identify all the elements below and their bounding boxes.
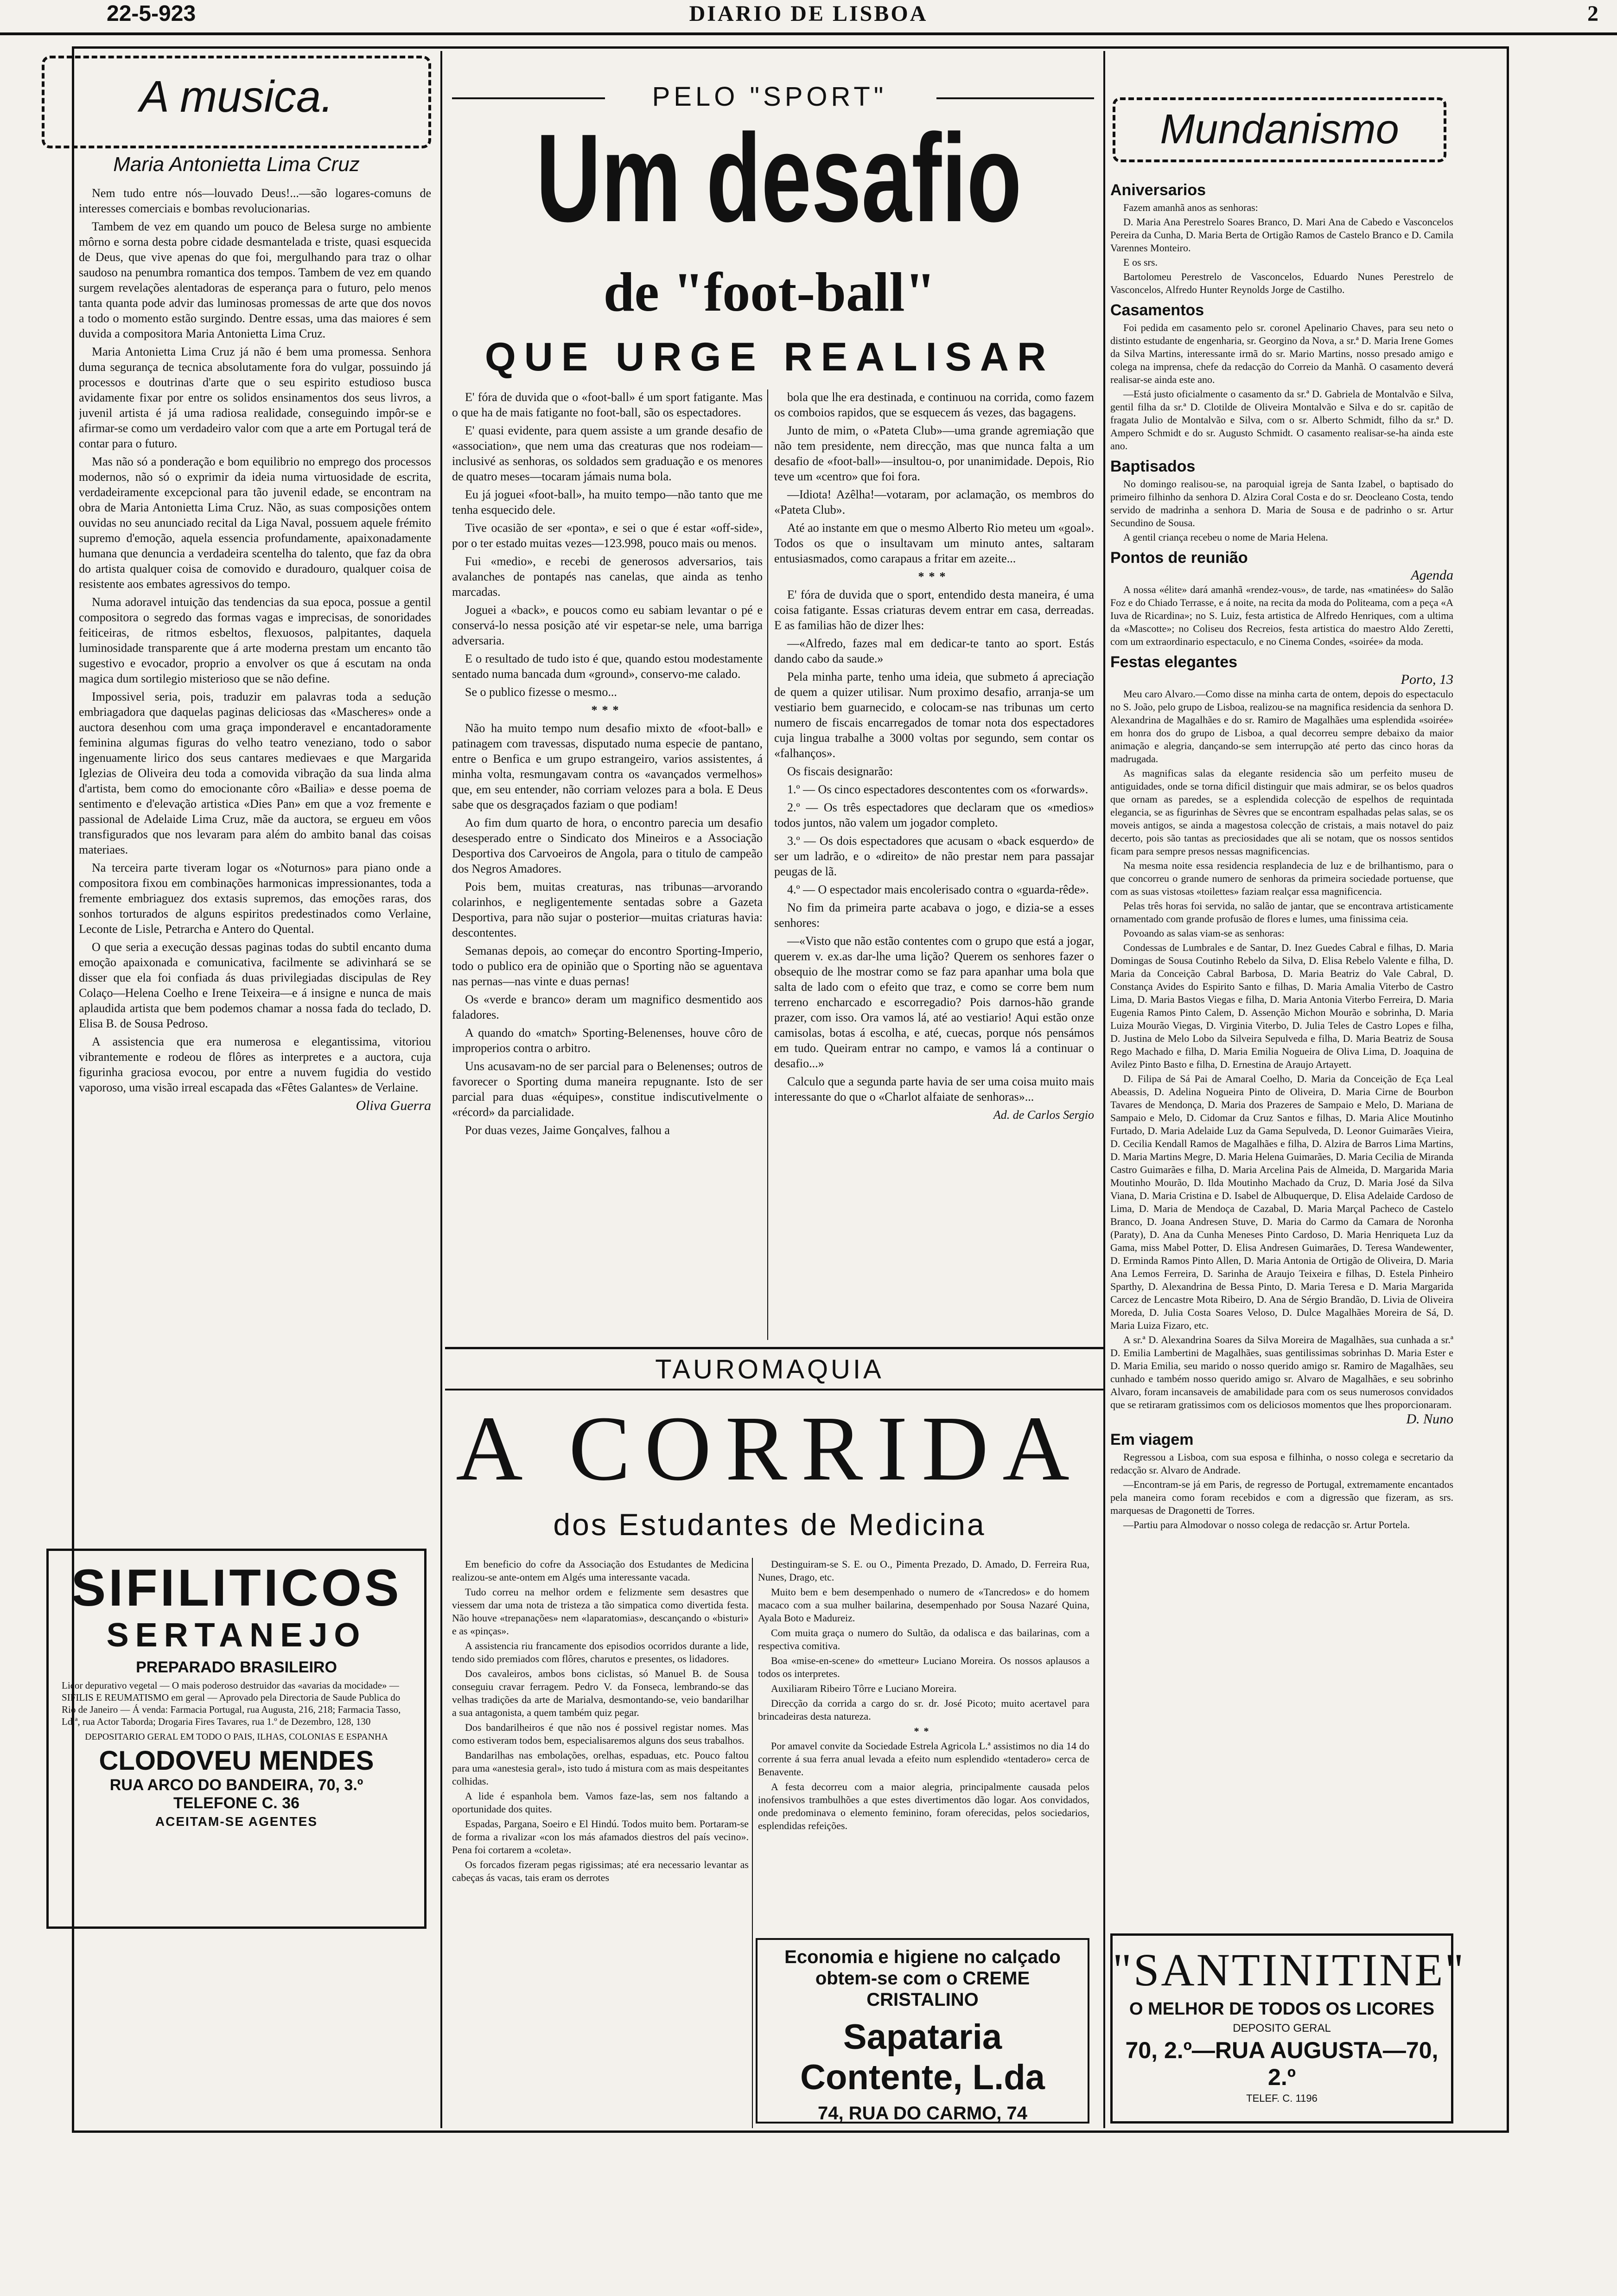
article-paragraph: Meu caro Alvaro.—Como disse na minha carta de ontem, depois do espectaculo no S. João, pelo grupo de Lisboa, realizou-se na magnifica residencia da senhora D. Alexandrina de Magalhães e do sr. Ramiro de Magalhães uma esplendida «soirée» em honra dos do grupo de Lisboa, a qual decorreu sempre debaixo da maior animação e alegria, dançando-se sem interrupção até perto das cinco horas da madrugada.	[1110, 688, 1453, 765]
section-stars: ***	[591, 703, 624, 717]
article-paragraph: Numa adoravel intuição das tendencias da sua epoca, possue a gentil compositora o segredo das formas vagas e imprecisas, de sonoridades feiticeiras, de ritmos esbeltos, flexuosos, palpitantes, daquela luminosidade transparente que á arte moderna prestam um encanto tão sugestivo e evocador, proprio a envolver os que á escutam na onda magica dum sortilegio misterioso que se não define.	[79, 595, 431, 685]
section-heading: Pontos de reunião	[1110, 549, 1248, 567]
mundanismo-section-box	[1113, 97, 1446, 162]
musica-subtitle: Maria Antonietta Lima Cruz	[113, 153, 360, 176]
corrida-column-1	[452, 1558, 749, 2133]
article-paragraph: E os srs.	[1123, 256, 1158, 268]
ad-santinitine	[1110, 1933, 1466, 2124]
mundanismo-column	[1110, 176, 1453, 1924]
article-paragraph: As magnificas salas da elegante residencia são um perfeito museu de antiguidades, onde se torna dificil distinguir que mais admirar, se os belos quadros que ornam as paredes, se a esplendida colecção de espelhos de requintada elegancia, se as figurinhas de Sèvres que se encontram espalhadas pelas salas, se os moveis antigos, se ainda a magestosa colecção de cristais, a mais notavel do paiz decerto, pois são tantas as preciosidades que ali se notam, que os nossos sentidos ficam para sempre presos nessas magnificencias.	[1110, 767, 1453, 857]
article-paragraph: Pois bem, muitas creaturas, nas tribunas—arvorando colarinhos, e negligentemente sentadas sobre a Gazeta Desportiva, para não sujar o posterior—muitas criaturas havia: descontentes.	[452, 880, 763, 939]
article-byline: Ad. de Carlos Sergio	[993, 1108, 1094, 1122]
article-paragraph: A assistencia riu francamente dos episodios ocorridos durante a lide, tendo sido premiados com flôres, charutos e presentes, os lidadores.	[452, 1640, 749, 1665]
article-paragraph: A festa decorreu com a maior alegria, principalmente causada pelos inofensivos trambulhões a que estes divertimentos dão logar. Aos convidados, onde predominava o elemento feminino, foram oferecidas, pelos sociedarios, esplendidas refeições.	[758, 1781, 1089, 1831]
article-paragraph: —Encontram-se já em Paris, de regresso de Portugal, extremamente encantados pela maneira como foram recebidos e com a digressão que fizeram, as srs. marquesas de Dragonetti de Torres.	[1110, 1479, 1453, 1516]
article-paragraph: D. Filipa de Sá Pai de Amaral Coelho, D. Maria da Conceição de Eça Leal Abeassis, D. Adelina Nogueira Pinto de Oliveira, D. Maria Cirne de Bourbon Tavares de Mendonça, D. Maria dos Prazeres de Sampaio e Melo, D. Mariana de Sampaio e Melo, D. Cidomar da Cruz Santos e filhas, D. Maria Alice Moutinho Furtado, D. Maria Adelaide Luz da Gama Sepulveda, D. Leonor Guimarães Vieira, D. Cecilia Kendall Ramos de Magalhães e filha, D. Alzira de Barros Lima Martins, D. Maria Martins Megre, D. Maria Helena Guimarães, D. Maria Cecilia de Miranda Castro Guimarães e filha, D. Maria Arcelina Pais de Almeida, D. Margarida Maria Moutinho Mourão, D. Ilda Moutinho Machado da Cruz, D. Maria José da Silva Viana, D. Maria Cristina e D. Isabel de Albuquerque, D. Elisa Adelaide Cardoso de Lima, D. Maria de Mendoça de Cazabal, D. Maria Marçal Pacheco de Castelo Branco, D. Joana Andresen Stuve, D. Maria do Carmo da Camara de Noronha (Paraty), D. Ana da Cunha Meneses Pinto Cardoso, D. Maria Henriqueta Luz da Gama, miss Mabel Potter, D. Elisa Andresen Guimarães, D. Teresa Wandewenter, D. Erminda Ramos Pinto Allen, D. Maria Antonia de Ortigão de Oliveira, D. Maria Ana Lemos Ferreira, D. Sarinha de Araujo Teixeira e filhas, D. Estela Pinheiro Sparthy, D. Alexandrina de Bessa Pinto, D. Maria Teresa e D. Maria Margarida Carcez de Lencastre Mota Ribeiro, D. Ana de Sérgio Brandão, D. Livia de Oliveira Moreda, D. Julia Costa Soares Veloso, D. Dulce Magalhães Moreira de Sá, D. Maria Luiza Fizaro, etc.	[1110, 1073, 1453, 1331]
ad-body: Licor depurativo vegetal — O mais poderoso destruidor das «avarias da mocidade» — SIFILIS E REUMATISMO em geral — Aprovado pela Directoria de Saude Publica do Rio de Janeiro — Á venda: Farmacia Portugal, rua Augusta, 216, 218; Farmacia Tasso, Ld.ª, rua Actor Taborda; Drogaria Fires Tavares, rua 1.º de Dezembro, 128, 130	[62, 1680, 401, 1727]
article-paragraph: —«Visto que não estão contentes com o grupo que está a jogar, querem v. ex.as dar-lhe uma lição? Querem os senhores fazer o obsequio de lhe mostrar como se faz para apanhar uma bola que salta de lado com o efeito que traz, e como se corre bem num terreno encharcado e escorregadio? Pois darnos-hão grande prazer, com isso. Ora vamos lá, até ao vestiario! Aqui estão onze camisolas, botas á escolha, e até, cuecas, porque nós pensámos em tudo. Queiram entrar no campo, e vamos lá a continuar o desafio...»	[774, 934, 1094, 1070]
article-signature: D. Nuno	[1406, 1411, 1453, 1427]
article-paragraph: A sr.ª D. Alexandrina Soares da Silva Moreira de Magalhães, sua cunhada a sr.ª D. Emilia Lambertini de Magalhães, suas gentilissimas sobrinhas D. Maria Ester e D. Maria Emilia, seu marido o nosso querido amigo sr. Ramiro de Magalhães, seu cunhado e também nosso querido amigo sr. Alvaro de Magalhães, e seu sobrinho Alvaro, foram incansaveis de amabilidade para com os seus numerosos convidados que se retiraram gratissimos com os deliciosos momentos que lhes proporcionaram.	[1110, 1334, 1453, 1410]
article-paragraph: Eu já joguei «foot-ball», ha muito tempo—não tanto que me tenha esquecido dele.	[452, 488, 763, 517]
mundanismo-section-title: Mundanismo	[1160, 106, 1399, 153]
section-dateline: Agenda	[1411, 568, 1453, 583]
article-paragraph: Fui «medio», e recebi de generosos adversarios, tais avalanches de pontapés nas canelas, que ainda as tenho marcadas.	[452, 555, 763, 599]
corrida-subhead: dos Estudantes de Medicina	[553, 1507, 986, 1542]
article-paragraph: E' quasi evidente, para quem assiste a um grande desafio de «association», que nem uma das creaturas que nos rodeiam—inclusivé as senhoras, os soldados sem graduação e os menores de quatro meses—tocaram jámais numa bola.	[452, 424, 763, 483]
article-paragraph: E' fóra de duvida que o «foot-ball» é um sport fatigante. Mas o que ha de mais fatigante no foot-ball, são os espectadores.	[452, 390, 763, 419]
ad-title: SIFILITICOS	[71, 1559, 402, 1617]
ad-prep: PREPARADO BRASILEIRO	[136, 1658, 337, 1676]
ad-subtitle: SERTANEJO	[106, 1617, 367, 1654]
page-number: 2	[1587, 1, 1598, 26]
article-paragraph: Bandarilhas nas embolações, orelhas, espaduas, etc. Pouco faltou para uma «anestesia geral», isto tudo á mistura com as mais despeitantes colhidas.	[452, 1749, 749, 1787]
article-signature: Oliva Guerra	[356, 1098, 431, 1113]
article-paragraph: Direcção da corrida a cargo do sr. dr. José Picoto; muito acertavel para brincadeiras desta natureza.	[758, 1697, 1089, 1722]
article-paragraph: Ao fim dum quarto de hora, o encontro parecia um desafio desesperado entre o Sindicato dos Mineiros e a Associação Desportiva dos Carvoeiros de Angola, para o titulo de campeão dos Negros Amadores.	[452, 816, 763, 875]
ad-name: "SANTINITINE"	[1113, 1944, 1466, 1996]
ad-depositario: DEPOSITO GERAL	[1233, 2022, 1331, 2035]
article-paragraph: Calculo que a segunda parte havia de ser uma coisa muito mais interessante do que o «Charlot alfaiate de senhoras»...	[774, 1075, 1094, 1103]
article-paragraph: Tive ocasião de ser «ponta», e sei o que é estar «off-side», por o ter estado muitas vezes—123.998, pouco mais ou menos.	[452, 521, 763, 550]
article-paragraph: No fim da primeira parte acabava o jogo, e dizia-se a esses senhores:	[774, 901, 1094, 930]
article-paragraph: A nossa «élite» dará amanhã «rendez-vous», de tarde, nas «matinées» do Salão Foz e do Chiado Terrasse, e á noite, na recita da moda do Politeama, com a peça «A Iuva de Ricardina»; no S. Luiz, festa artistica de Alfredo Henriques, com a ultima da «Mascotte»; no Coliseu dos Recreios, festa artistica do maestro Aldo Zeretti, com um extraordinario espectaculo, e no Cinema Condes, «soirée» da moda.	[1110, 584, 1453, 647]
column-rule	[767, 389, 768, 1340]
column-rule	[752, 1558, 753, 2128]
section-heading: Festas elegantes	[1110, 653, 1238, 671]
section-rule	[445, 1347, 1103, 1349]
musica-section-box	[42, 56, 431, 148]
article-paragraph: Uns acusavam-no de ser parcial para o Belenenses; outros de favorecer o Sporting duma maneira repugnante. Isto de ser parcial para duas «équipes», constitue indiscutivelmente o «récord» da parcialidade.	[452, 1059, 763, 1119]
article-paragraph: Tambem de vez em quando um pouco de Belesa surge no ambiente môrno e sorna desta pobre cidade desmantelada e triste, quasi esquecida de Deus, que vive apenas do que foi, mergulhando para traz o olhar saudoso na penumbra romantica dos tempos. Tambem de vez em quando surgem revelações alentadoras de esperança para o futuro, pelo menos tanta quanta pode advir das luminosas promessas de arte que dos novos a todo o momento estão surgindo. Dentre essas, uma das maiores é sem duvida a compositora Maria Antonietta Lima Cruz.	[79, 220, 431, 340]
ad-name: CLODOVEU MENDES	[99, 1746, 374, 1776]
article-paragraph: —Partiu para Almodovar o nosso colega de redacção sr. Artur Portela.	[1123, 1519, 1410, 1531]
section-stars: **	[914, 1725, 934, 1737]
article-paragraph: Auxiliaram Ribeiro Tôrre e Luciano Moreira.	[771, 1683, 957, 1694]
ad-phone: TELEFONE C. 36	[173, 1794, 300, 1812]
ad-phone: TELEF. C. 1196	[1246, 2092, 1318, 2104]
article-paragraph: Impossivel seria, pois, traduzir em palavras toda a sedução embriagadora que daquelas paginas deliciosas das «Mascheres» onde a auctora desenhou com uma graça imponderavel e encantadoramente feminina algumas figuras do velho teatro veneziano, todo o sabor ingenuamente lirico dos seus cantares medievaes e que Margarida Iglezias de Oliveira deu toda a comovida vibração da sua linda alma d'artista, bem como do emocionante côro «Bailia» e desse poema de sentimento e d'elevação artistica «Dies Pan» em que a voz fremente e passional de Adelaide Lima Cruz, mãe da auctora, se ergueu em vôos transfigurados que nos levaram para além do ambito banal das coisas materiaes.	[79, 690, 431, 856]
article-paragraph: Não ha muito tempo num desafio mixto de «foot-ball» e patinagem com travessas, disputado numa especie de pantano, entre o Benfica e um grupo estrangeiro, varios assistentes, á minha volta, resmungavam contra os «avançados vermelhos» que, em seu entender, não corriam velozes para a bola. E Deus sabe que os desgraçados faziam o que podiam!	[452, 721, 763, 811]
ad-depositario: DEPOSITARIO GERAL EM TODO O PAIS, ILHAS, COLONIAS E ESPANHA	[85, 1732, 388, 1742]
corrida-column-2	[758, 1558, 1089, 1929]
article-paragraph: Dos cavaleiros, ambos bons ciclistas, só Manuel B. de Sousa conseguiu cravar ferragem. Pedro V. da Fonseca, lembrando-se das velhas tradições da arte de Marialva, desmontando-se, veio bandarilhar a sua antagonista, a quem também quiz pegar.	[452, 1668, 749, 1718]
article-paragraph: 4.º — O espectador mais encolerisado contra o «guarda-rêde».	[787, 883, 1089, 896]
article-paragraph: Na mesma noite essa residencia resplandecia de luz e de brilhantismo, para o que concorreu o grande numero de senhoras da primeira sociedade portuense, que com as suas vistosas «toilettes» faziam realçar essa magnificencia.	[1110, 860, 1453, 897]
sport-kicker: PELO "SPORT"	[652, 82, 887, 112]
sport-subhead-2: QUE URGE REALISAR	[484, 335, 1055, 379]
article-paragraph: Em beneficio do cofre da Associação dos Estudantes de Medicina realizou-se ante-ontem em Algés uma interessante vacada.	[452, 1558, 749, 1583]
article-paragraph: —Idiota! Azêlha!—votaram, por aclamação, os membros do «Pateta Club».	[774, 488, 1094, 517]
section-heading: Aniversarios	[1110, 181, 1206, 199]
section-rule	[445, 1389, 1103, 1390]
article-paragraph: Os «verde e branco» deram um magnifico desmentido aos faladores.	[452, 993, 763, 1021]
section-heading: Casamentos	[1110, 301, 1204, 319]
article-paragraph: Mas não só a ponderação e bom equilibrio no emprego dos processos modernos, não só o exprimir da ideia numa virtuosidade de escrita, verdadeiramente excepcional para tão juvenil edade, se encontram na obra de Maria Antonietta Lima Cruz. Não, as suas composições ontem ouvidas no seu anunciado recital da Liga Naval, possuem aquele frémito supremo d'emoção, aquela essencia profundamente, apaixonadamente humana que denuncia a verdadeira scentelha do talento, que faz da obra do artista qualquer coisa de comovido e duradouro, qualquer coisa de resistente aos embates agressivos do tempo.	[79, 455, 431, 591]
section-dateline: Porto, 13	[1401, 672, 1453, 687]
article-paragraph: Pela minha parte, tenho uma ideia, que submeto á apreciação de quem a quizer utilisar. Num proximo desafio, arranja-se um vestiario bem guarnecido, e colocam-se nas tribunas um certo numero de fiscais encarregados de tomar nota dos espectadores cuja lingua trabalhe a 3000 voltas por segundo, sem contar os «falhanços».	[774, 670, 1094, 760]
section-heading: Em viagem	[1110, 1431, 1194, 1448]
article-paragraph: A gentil criança recebeu o nome de Maria Helena.	[1123, 531, 1328, 543]
article-paragraph: 3.º — Os dois espectadores que acusam o «back esquerdo» de ser um ladrão, e o «direito» de não prestar nem para passajar peugas de lã.	[774, 834, 1094, 878]
column-rule	[440, 51, 442, 2128]
article-paragraph: Tudo correu na melhor ordem e felizmente sem desastres que viessem dar uma nota de tristeza a tão simpatica como divertida festa. Não houve «trepanações» nem «laparatomias», descançando o «bisturi» e as «pinças».	[452, 1586, 749, 1637]
article-paragraph: Os fiscais designarão:	[787, 765, 893, 778]
article-paragraph: Na terceira parte tiveram logar os «Noturnos» para piano onde a compositora fixou em combinações harmonicas impressionantes, toda a fremente embriaguez dos extasis supremos, das emoções raras, dos sonhos torturados de alguns espiritos predestinados como Verlaine, Leconte de Lisle, Petrarcha e Antero do Quental.	[79, 861, 431, 936]
article-paragraph: Boa «mise-en-scene» do «metteur» Luciano Moreira. Os nossos aplausos a todos os interpretes.	[758, 1655, 1089, 1679]
article-paragraph: Os forcados fizeram pegas rigissimas; até era necessario levantar as cabeças ás vacas, tais eram os derrotes	[452, 1859, 749, 1883]
article-paragraph: Maria Antonietta Lima Cruz já não é bem uma promessa. Senhora duma segurança de tecnica absolutamente fora do vulgar, possuindo já processos e doutrinas d'arte que o seu espirito estudioso busca avidamente fixar por entre os solidos ensinamentos dos seus livros, a juvenil artista é já uma radiosa realidade, conseguindo impôr-se e afirmar-se como um verdadeiro valor com que a arte em Portugal terá de contar para o futuro.	[79, 345, 431, 450]
article-paragraph: Joguei a «back», e poucos como eu sabiam levantar o pé e conservá-lo nessa posição até vir espetar-se nele, uma barriga adversaria.	[452, 603, 763, 647]
article-paragraph: Foi pedida em casamento pelo sr. coronel Apelinario Chaves, para seu neto o distinto estudante de engenharia, sr. Georgino da Nova, a sr.ª D. Maria Irene Gomes da Silva Martins, interessante irmã do sr. Mario Martins, nosso presado amigo e colega na imprensa, chefe da redacção do Correio da Manhã. O casamento deverá realisar-se ainda este ano.	[1110, 322, 1453, 385]
article-paragraph: 1.º — Os cinco espectadores descontentes com os «forwards».	[787, 783, 1089, 796]
masthead	[0, 0, 1617, 35]
section-stars: ***	[918, 570, 950, 583]
article-paragraph: Espadas, Pargana, Soeiro e El Hindú. Todos muito bem. Portaram-se de forma a rivalizar «con los más afamados diestros del país vecino». Pena foi cortarem a «coleta».	[452, 1818, 749, 1856]
sport-subhead: de "foot-ball"	[603, 261, 936, 323]
ad-address: RUA ARCO DO BANDEIRA, 70, 3.º	[109, 1776, 363, 1794]
article-paragraph: Fazem amanhã anos as senhoras:	[1123, 202, 1258, 213]
article-paragraph: No domingo realisou-se, na paroquial igreja de Santa Izabel, o baptisado do primeiro filhinho da senhora D. Alzira Coral Costa e do sr. Deocleano Costa, tendo servido de madrinha a senhora D. Maria de Sousa e de padrinho o sr. Artur Secundino de Sousa.	[1110, 478, 1453, 529]
article-paragraph: Com muita graça o numero do Sultão, da odalisca e das bailarinas, com a respectiva comitiva.	[758, 1627, 1089, 1652]
article-paragraph: Muito bem e bem desempenhado o numero de «Tancredos» e do homem macaco com a sua mulher bailarina, desempenhado por Sousa Nazaré Quina, Ayala Boto e Madureiz.	[758, 1586, 1089, 1624]
article-paragraph: Destinguiram-se S. E. ou O., Pimenta Prezado, D. Amado, D. Ferreira Rua, Nunes, Drago, etc.	[758, 1558, 1089, 1583]
article-paragraph: A quando do «match» Sporting-Belenenses, houve côro de improperios contra o arbitro.	[452, 1026, 763, 1055]
article-paragraph: Bartolomeu Perestrelo de Vasconcelos, Eduardo Nunes Perestrelo de Vasconcelos, Alfredo Hunter Reynolds Jorge de Castilho.	[1110, 271, 1453, 295]
sport-headline: Um desafio	[536, 108, 1022, 248]
musica-article	[79, 185, 431, 1539]
corrida-headline: A CORRIDA	[456, 1397, 1083, 1500]
article-paragraph: —«Alfredo, fazes mal em dedicar-te tanto ao sport. Estás dando cabo da saude.»	[774, 637, 1094, 665]
ad-sifiliticos	[46, 1549, 427, 1929]
sport-column-2	[774, 389, 1094, 1340]
article-paragraph: E o resultado de tudo isto é que, quando estou modestamente sentado numa bancada dum «ground», conservo-me calado.	[452, 652, 763, 681]
issue-date: 22-5-923	[107, 1, 196, 26]
article-paragraph: Nem tudo entre nós—louvado Deus!...—são logares-comuns de interesses comerciais e bombas revolucionarias.	[79, 186, 431, 215]
ad-address: 70, 2.º—RUA AUGUSTA—70, 2.º	[1125, 2037, 1439, 2090]
article-paragraph: Por duas vezes, Jaime Gonçalves, falhou a	[465, 1123, 670, 1137]
column-rule	[1103, 51, 1105, 2128]
article-paragraph: O que seria a execução dessas paginas todas do subtil encanto duma emoção apaixonada e comunicativa, facilmente se adivinhará se se disser que ela foi confiada ás duas privilegiadas discipulas de Rey Colaço—Helena Coelho e Irene Teixeira—e á insigne e nunca de mais aplaudida artista que bem podemos chamar a nossa fada do teclado, D. Elisa B. de Sousa Pedroso.	[79, 940, 431, 1030]
sport-column-1	[452, 389, 763, 1340]
article-paragraph: Semanas depois, ao começar do encontro Sporting-Imperio, todo o publico era de opinião que o Sporting não se aguentava nas pernas—nas vinte e duas pernas!	[452, 944, 763, 988]
section-heading: Baptisados	[1110, 458, 1196, 475]
article-paragraph: —Está justo oficialmente o casamento da sr.ª D. Gabriela de Montalvão e Silva, gentil filha da sr.ª D. Clotilde de Oliveira Montalvão e Silva e do sr. capitão de fragata Julio de Montalvão e Silva, com o sr. Alberto Schmidt, filho da sr.ª D. Ampero Schmidt e do sr. Augusto Schmidt. O casamento realisar-se-ha ainda este ano.	[1110, 388, 1453, 452]
ad-agents: ACEITAM-SE AGENTES	[155, 1814, 318, 1829]
tauromaquia-label: TAUROMAQUIA	[655, 1354, 884, 1384]
article-paragraph: Se o publico fizesse o mesmo...	[465, 685, 617, 699]
article-paragraph: Condessas de Lumbrales e de Santar, D. Inez Guedes Cabral e filhas, D. Maria Domingas de Sousa Coutinho Rebelo da Silva, D. Elisa Rebelo Valente e filha, D. Maria da Conceição Cabral Barbosa, D. Maria Beatriz do Vale Cabral, D. Constança Avides do Espirito Santo e filhas, D. Maria Amalia Viterbo de Castro Lima, D. Maria Bastos Viegas e filha, D. Maria Antonia Viterbo Ferreira, D. Maria Eugenia Ramos Pinto Calem, D. Assenção Michon Mourão e sobrinha, D. Maria Luiza Mourão Viegas, D. Virginia Viterbo, D. Julia Teles de Castro Lopes e filha, D. Justina de Melo Lobo da Silveira Sepulveda e filha, D. Maria Beatriz de Sousa Rego Machado e filha, D. Maria Emilia Nogueira de Oliva Lima, D. Joaquina de Avilez Pinto Basto e filha, D. Ernestina de Araujo Artayett.	[1110, 942, 1453, 1070]
ad-line-3: 74, RUA DO CARMO, 74	[818, 2103, 1027, 2124]
ad-sapataria	[756, 1938, 1089, 2124]
article-paragraph: Dos bandarilheiros é que não nos é possivel registar nomes. Mas como estiveram todos bem, especialisaremos alguns dos seus trabalhos.	[452, 1722, 749, 1746]
article-paragraph: E' fóra de duvida que o sport, entendido desta maneira, é uma coisa fatigante. Essas criaturas devem entrar em casa, derreadas. E as familias hão de dizer lhes:	[774, 588, 1094, 632]
newspaper-title: DIARIO DE LISBOA	[689, 1, 928, 26]
article-paragraph: A lide é espanhola bem. Vamos faze-las, sem nos faltando a oportunidade dos quites.	[452, 1790, 749, 1815]
article-paragraph: Junto de mim, o «Pateta Club»—uma grande agremiação que não tem presidente, nem direcção, mas que nunca falta a um desafio de «foot-ball»—insultou-o, por unanimidade. Depois, Rio teve um «centro» que foi fora.	[774, 424, 1094, 483]
article-paragraph: Pelas três horas foi servida, no salão de jantar, que se encontrava artisticamente ornamentado com grande profusão de flores e lumes, uma finissima ceia.	[1110, 900, 1453, 925]
article-paragraph: D. Maria Ana Perestrelo Soares Branco, D. Mari Ana de Cabedo e Vasconcelos Pereira da Cunha, D. Maria Berta de Ortigão Ramos de Castelo Branco e D. Camila Varennes Monteiro.	[1110, 216, 1453, 254]
article-paragraph: Regressou a Lisboa, com sua esposa e filhinha, o nosso colega e secretario da redacção sr. Alvaro de Andrade.	[1110, 1451, 1453, 1476]
article-paragraph: Até ao instante em que o mesmo Alberto Rio meteu um «goal». Todos os que o insultavam um minuto antes, saltaram entusiasmados, como carapaus a fritar em azeite...	[774, 521, 1094, 565]
ad-line-1: Economia e higiene no calçado obtem-se com o CREME CRISTALINO	[784, 1947, 1061, 2010]
ad-line-2: Sapataria Contente, L.da	[800, 2017, 1045, 2097]
article-paragraph: Povoando as salas viam-se as senhoras:	[1123, 927, 1285, 939]
article-paragraph: A assistencia que era numerosa e elegantissima, vitoriou vibrantemente e rodeou de flôres as interpretes e a auctora, cuja figurinha graciosa evocou, por entre a nuvem fugidia do vestido vaporoso, uma visão irreal escapada das «Fêtes Galantes» de Verlaine.	[79, 1035, 431, 1094]
article-paragraph: Por amavel convite da Sociedade Estrela Agricola L.ª assistimos no dia 14 do corrente á sua ferra anual levada a efeito num esplendido «tentadero» cerca de Benavente.	[758, 1740, 1089, 1778]
ad-subtitle: O MELHOR DE TODOS OS LICORES	[1129, 1999, 1435, 2019]
article-paragraph: bola que lhe era destinada, e continuou na corrida, como fazem os comboios rapidos, que se esquecem ás vezes, das bagagens.	[774, 390, 1094, 419]
article-paragraph: 2.º — Os três espectadores que declaram que os «medios» todos juntos, não valem um jogador completo.	[774, 801, 1094, 829]
musica-section-title: A musica.	[140, 72, 333, 121]
